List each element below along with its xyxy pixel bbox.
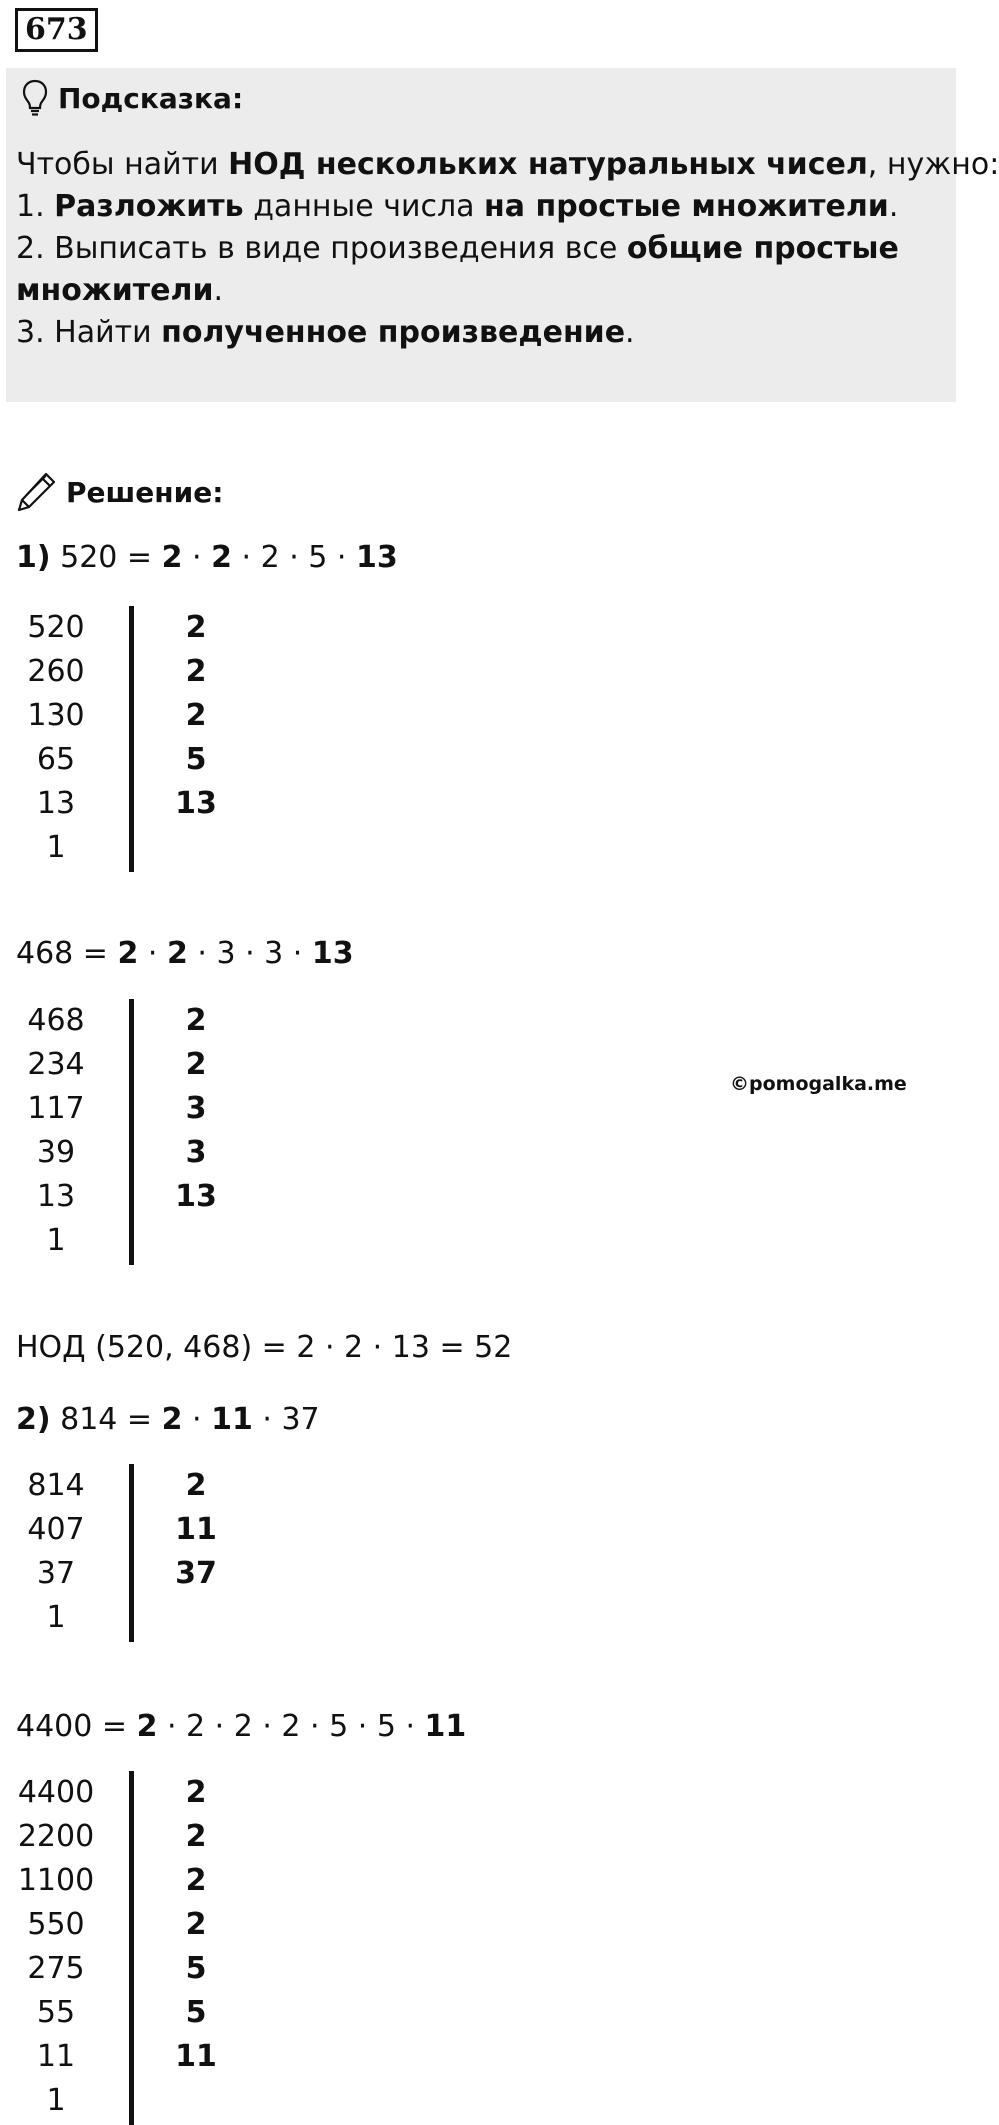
ladder-number: 11 (36, 2039, 76, 2074)
text-fragment: · (138, 936, 167, 971)
bold-fragment: на простые множители (484, 189, 889, 224)
factorization-ladder (0, 999, 300, 1263)
ladder-number: 2200 (17, 1819, 95, 1854)
bold-fragment: общие простые (626, 231, 899, 266)
pencil-icon (16, 470, 58, 514)
bold-fragment: 2 (166, 936, 188, 971)
bold-fragment: 2 (161, 540, 183, 575)
ladder-factor: 2 (185, 1775, 207, 1810)
ladder-row (0, 738, 300, 782)
ladder-factor: 2 (185, 654, 207, 689)
equation-line (16, 1707, 466, 1747)
ladder-number: 468 (27, 1003, 85, 1038)
ladder-row (0, 826, 300, 870)
text-fragment: 3. Найти (16, 315, 162, 350)
ladder-number: 407 (27, 1512, 85, 1547)
ladder-factor: 13 (175, 786, 217, 821)
ladder-factor: 5 (185, 1995, 207, 2030)
ladder-factor: 2 (185, 1907, 207, 1942)
ladder-number: 1 (46, 1223, 66, 1258)
ladder-row (0, 1596, 300, 1640)
text-fragment: 4400 = (16, 1709, 137, 1744)
bold-fragment: 11 (211, 1402, 253, 1437)
ladder-factor: 13 (175, 1179, 217, 1214)
bold-fragment: 2) (16, 1402, 51, 1437)
text-fragment: . (213, 273, 224, 308)
ladder-factor: 2 (185, 1468, 207, 1503)
text-fragment: · 3 · 3 · (187, 936, 312, 971)
ladder-row (0, 1903, 300, 1947)
ladder-row (0, 2079, 300, 2123)
text-fragment: 1. (16, 189, 55, 224)
text-fragment: . (625, 315, 635, 350)
ladder-number: 814 (27, 1468, 85, 1503)
solution-title: Решение: (66, 475, 224, 509)
ladder-factor: 3 (185, 1135, 207, 1170)
ladder-number: 4400 (17, 1775, 95, 1810)
bold-fragment: 2 (136, 1709, 158, 1744)
ladder-factor: 2 (185, 1819, 207, 1854)
ladder-factor: 5 (185, 742, 207, 777)
bold-fragment: Разложить (54, 189, 244, 224)
ladder-row (0, 1859, 300, 1903)
ladder-row (0, 1131, 300, 1175)
text-fragment: · 2 · 5 · (231, 540, 356, 575)
ladder-row (0, 1508, 300, 1552)
bold-fragment: 13 (311, 936, 354, 971)
ladder-row (0, 694, 300, 738)
text-fragment: 814 = (50, 1402, 162, 1437)
hint-title: Подсказка: (58, 81, 244, 115)
ladder-row (0, 1087, 300, 1131)
factorization-ladder (0, 1464, 300, 1640)
ladder-factor: 2 (185, 698, 207, 733)
ladder-number: 13 (36, 786, 76, 821)
bold-fragment: полученное произведение (161, 315, 626, 350)
ladder-row (0, 2035, 300, 2079)
text-fragment: · 2 · 2 · 2 · 5 · 5 · (157, 1709, 425, 1744)
equation-line (16, 1328, 512, 1368)
ladder-number: 117 (27, 1091, 85, 1126)
ladder-factor: 2 (185, 1047, 207, 1082)
ladder-number: 260 (27, 654, 85, 689)
ladder-row (0, 650, 300, 694)
ladder-number: 55 (36, 1995, 76, 2030)
ladder-row (0, 1815, 300, 1859)
ladder-row (0, 1175, 300, 1219)
text-fragment: · (182, 540, 212, 575)
ladder-factor: 11 (175, 2039, 217, 2074)
problem-number: 673 (15, 8, 98, 52)
watermark: ©pomogalka.me (730, 1073, 907, 1095)
hint-line (16, 270, 946, 312)
bold-fragment: 11 (424, 1709, 467, 1744)
text-fragment: , нужно: (867, 147, 999, 182)
bold-fragment: 2 (117, 936, 139, 971)
equation-line (16, 1400, 320, 1440)
bold-fragment: множители (16, 273, 214, 308)
ladder-factor: 2 (185, 1863, 207, 1898)
text-fragment: данные числа (243, 189, 485, 224)
ladder-number: 275 (27, 1951, 85, 1986)
ladder-factor: 2 (185, 610, 207, 645)
text-fragment: 520 = (50, 540, 162, 575)
solution-header (16, 470, 223, 514)
hint-text (16, 144, 999, 354)
factorization-ladder (0, 1771, 300, 2123)
hint-line (16, 312, 946, 354)
ladder-number: 1 (46, 2083, 66, 2118)
text-fragment: · 37 (252, 1402, 320, 1437)
ladder-factor: 3 (185, 1091, 207, 1126)
equation-line (16, 538, 398, 578)
ladder-number: 130 (27, 698, 85, 733)
bold-fragment: 13 (355, 540, 398, 575)
ladder-row (0, 606, 300, 650)
ladder-number: 234 (27, 1047, 85, 1082)
ladder-row (0, 1464, 300, 1508)
hint-header (22, 78, 243, 118)
hint-line (16, 144, 999, 186)
ladder-number: 13 (36, 1179, 76, 1214)
ladder-row (0, 1771, 300, 1815)
ladder-number: 65 (36, 742, 76, 777)
text-fragment: 468 = (16, 936, 118, 971)
factorization-ladder (0, 606, 300, 870)
text-fragment: · (182, 1402, 212, 1437)
ladder-number: 1 (46, 830, 66, 865)
ladder-factor: 5 (185, 1951, 207, 1986)
bold-fragment: 2 (211, 540, 232, 575)
ladder-number: 39 (36, 1135, 76, 1170)
text-fragment: Чтобы найти (16, 147, 229, 182)
text-fragment: 2. Выписать в виде произведения все (16, 231, 627, 266)
ladder-number: 1100 (17, 1863, 95, 1898)
ladder-number: 520 (27, 610, 85, 645)
ladder-row (0, 782, 300, 826)
bold-fragment: 2 (161, 1402, 183, 1437)
ladder-row (0, 1552, 300, 1596)
ladder-factor: 11 (175, 1512, 217, 1547)
ladder-factor: 2 (185, 1003, 207, 1038)
text-fragment: НОД (520, 468) = 2 · 2 · 13 = 52 (16, 1330, 513, 1365)
equation-line (16, 934, 354, 974)
ladder-row (0, 999, 300, 1043)
ladder-row (0, 1043, 300, 1087)
ladder-row (0, 1219, 300, 1263)
hint-line (16, 186, 946, 228)
bold-fragment: НОД нескольких натуральных чисел (228, 147, 868, 182)
hint-line (16, 228, 946, 270)
lightbulb-icon (22, 79, 48, 117)
ladder-row (0, 1991, 300, 2035)
ladder-number: 1 (46, 1600, 66, 1635)
ladder-number: 37 (36, 1556, 76, 1591)
text-fragment: . (888, 189, 899, 224)
ladder-row (0, 1947, 300, 1991)
hint-box (6, 68, 999, 402)
bold-fragment: 1) (16, 540, 51, 575)
ladder-factor: 37 (175, 1556, 217, 1591)
ladder-number: 550 (27, 1907, 85, 1942)
